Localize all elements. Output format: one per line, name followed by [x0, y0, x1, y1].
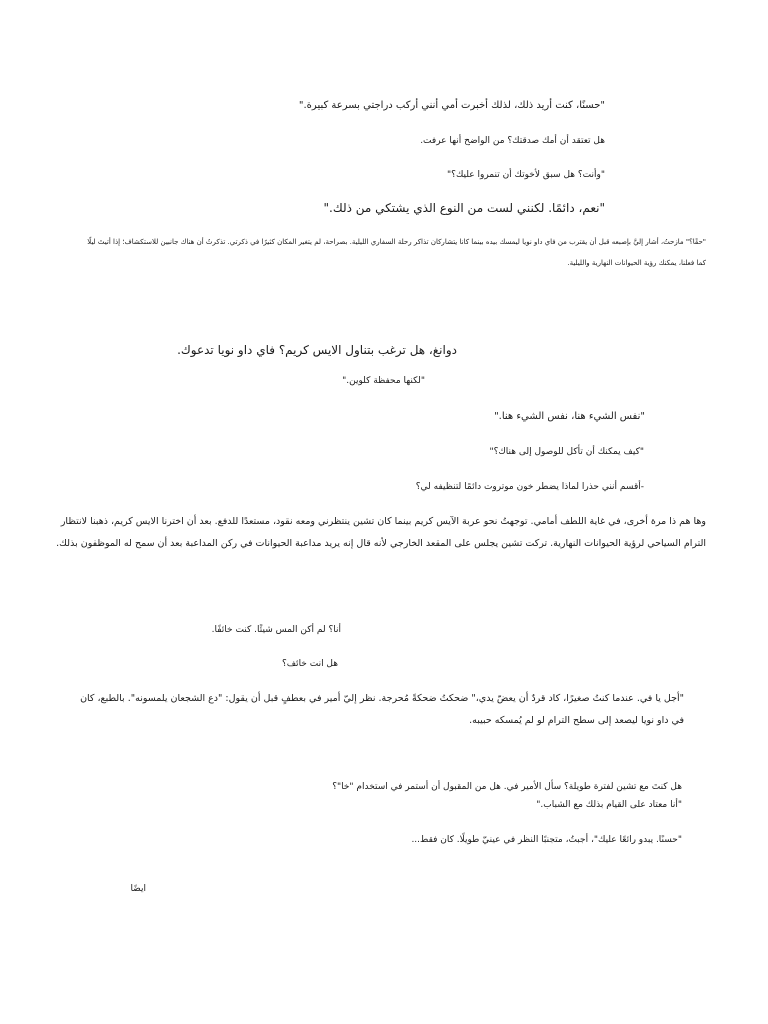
dialogue-line: "لكنها محفظة كلوين.": [342, 376, 425, 386]
dialogue-line: دوانغ، هل ترغب بتناول الايس كريم؟ فاي داو نويا تدعوك.: [177, 343, 457, 357]
dialogue-line: "نعم، دائمًا. لكنني لست من النوع الذي يشتكي من ذلك.": [323, 201, 605, 215]
dialogue-line: هل كنتَ مع تشين لفترة طويلة؟ سأل الأمير في. هل من المقبول أن أستمر في استخدام "خا"؟: [332, 782, 682, 792]
dialogue-line: "كيف يمكنك أن تأكل للوصول إلى هناك؟": [489, 447, 644, 457]
dialogue-line: "وأنت؟ هل سبق لأخوتك أن تنمروا عليك؟": [447, 170, 605, 180]
dialogue-line: "نفس الشيء هنا، نفس الشيء هنا.": [494, 411, 645, 422]
narration-line: "حقًا؟" مازحتُ، أشار إليَّ بإصبعه قبل أن يقترب من فاي داو نويا ليمسك بيده بينما كانا يتشاركان تذاكر رحلة السفاري الليلية. بصراحة، لم يتغير المكان كثيرًا في ذكرتي. تذكرتُ أن هناك جانبين للاستكشاف؛ إذا أتيتَ ليلًا كما: [87, 238, 706, 267]
dialogue-line: هل تعتقد أن أمك صدقتك؟ من الواضح أنها عرفت.: [420, 136, 605, 146]
dialogue-line: أنا؟ لم أكن المس شيئًا. كنت خائفًا.: [211, 625, 341, 635]
narration-line: فعلنا، يمكنك رؤية الحيوانات النهارية والليلية.: [567, 259, 695, 267]
dialogue-line: -أقسم أنني حذرا لماذا يضطر خون موتروت دائمًا لتنظيفه لي؟: [415, 482, 644, 492]
narration-paragraph: وها هم ذا مرة أخرى، في غاية اللطف أمامي. توجهتُ نحو عربة الآيس كريم بينما كان تشين ينتظرني ومعه نقود، مستعدًا للدفع. بعد أن اخترنا الايس كريم، ذهبنا لانتظار الترام السياحي لرؤية الحيوانات النهارية. تركت تشين يجلس على المقعد الخارجي لأنه قال إنه يريد مداعبة الحيوانات في ركن المداعبة بعد أن سمح له الموظفون بذلك.: [56, 516, 706, 549]
narration-paragraph: "أجل يا في. عندما كنتُ صغيرًا، كاد قردٌ أن يعضّ يدي،" ضحكتُ ضحكةً مُحرجة. نظر إليّ أمير في بعطفٍ قبل أن يقول: "دع الشجعان يلمسونه". بالطبع، كان في داو نويا ليصعد إلى سطح الترام لو لم يُمسكه حبيبه.: [80, 693, 684, 726]
dialogue-line: "حسنًا، كنت أريد ذلك، لذلك أخبرت أمي أنني أركب دراجتي بسرعة كبيرة.": [298, 100, 605, 111]
dialogue-line: هل انت خائف؟: [281, 659, 338, 669]
dialogue-line: ايضًا: [130, 884, 146, 894]
dialogue-line: "حسنًا. يبدو رائعًا عليك"، أجبتُ، متجنبًا النظر في عينيّ طويلًا. كان فقط...: [411, 835, 682, 845]
dialogue-line: "أنا معتاد على القيام بذلك مع الشباب.": [536, 800, 682, 810]
narration-paragraph: [86, 232, 706, 274]
